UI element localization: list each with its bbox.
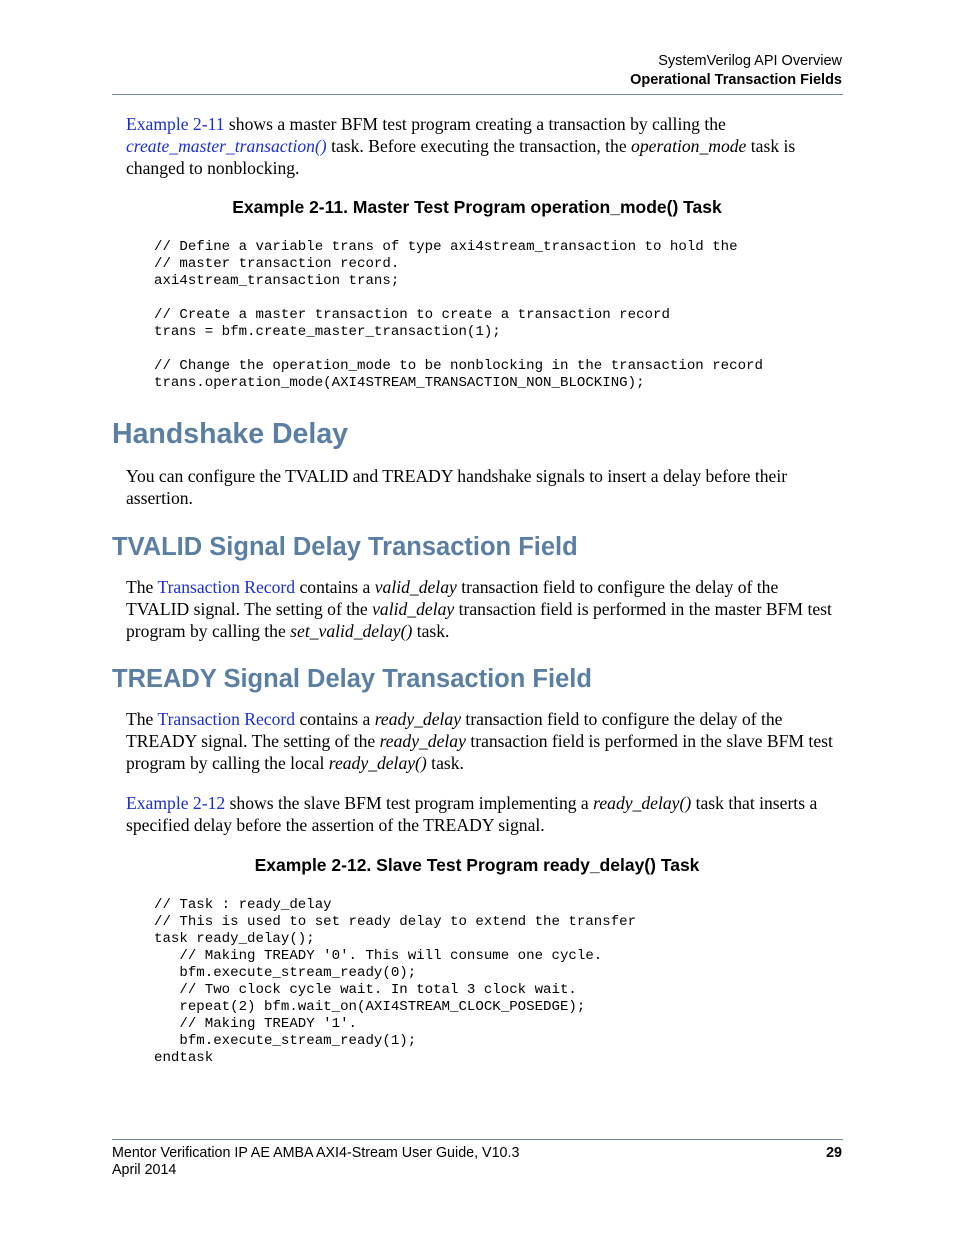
running-header <box>630 52 842 90</box>
header-rule <box>112 94 843 95</box>
example-2-12-title: Example 2-12. Slave Test Program ready_delay() Task <box>254 855 700 875</box>
footer-title: Mentor Verification IP AE AMBA AXI4-Stream User Guide, V10.3 <box>112 1145 520 1161</box>
footer-date: April 2014 <box>112 1162 177 1178</box>
tvalid-heading: TVALID Signal Delay Transaction Field <box>112 533 578 561</box>
example-2-12-paragraph: Example 2-12 shows the slave BFM test program implementing a ready_delay() task that inserts a specified delay before the assertion of the TREADY signal. <box>126 793 818 835</box>
create-master-transaction-link[interactable]: create_master_transaction() <box>126 135 327 156</box>
handshake-delay-heading: Handshake Delay <box>112 418 349 450</box>
intro-paragraph: Example 2-11 shows a master BFM test program creating a transaction by calling the create_master_transaction() task. Before executing the transaction, the operation_mode task is changed to nonblocking. <box>126 114 796 178</box>
tready-paragraph: The Transaction Record contains a ready_delay transaction field to configure the delay of the TREADY signal. The setting of the ready_delay transaction field is performed in the slave BFM test program by calling the local ready_delay() task. <box>126 709 833 773</box>
transaction-record-link[interactable]: Transaction Record <box>157 577 296 597</box>
tready-heading: TREADY Signal Delay Transaction Field <box>112 665 592 693</box>
footer <box>112 1145 519 1179</box>
header-subsection: Operational Transaction Fields <box>630 72 842 88</box>
transaction-record-link[interactable]: Transaction Record <box>157 709 296 729</box>
example-2-12-code: // Task : ready_delay // This is used to set ready delay to extend the transfer task ready_delay(); // Making TREADY '0'. This will consume one cycle. bfm.execute_stream_ready(0); // Two clock cycle wait. In total 3 clock wait. repeat(2) bfm.wait_on(AXI4STREAM_CLOCK_POSEDGE); // Making TREADY '1'. bfm.execute_stream_ready(1); endtask <box>154 897 637 1066</box>
example-2-11-code: // Define a variable trans of type axi4stream_transaction to hold the // master transaction record. axi4stream_transaction trans; // Create a master transaction to create a transaction record trans = bfm.create_master_transaction(1); // Change the operation_mode to be nonblocking in the transaction record trans.operation_mode(AXI4STREAM_TRANSACTION_NON_BLOCKING); <box>154 239 763 391</box>
header-section: SystemVerilog API Overview <box>658 53 842 69</box>
example-2-11-title: Example 2-11. Master Test Program operation_mode() Task <box>232 197 722 217</box>
example-2-11-link[interactable]: Example 2-11 <box>126 114 225 134</box>
handshake-paragraph: You can configure the TVALID and TREADY handshake signals to insert a delay before their assertion. <box>126 466 788 508</box>
footer-rule <box>112 1139 843 1140</box>
page-number: 29 <box>826 1145 842 1161</box>
example-2-12-link[interactable]: Example 2-12 <box>126 793 226 813</box>
tvalid-paragraph: The Transaction Record contains a valid_delay transaction field to configure the delay of the TVALID signal. The setting of the valid_delay transaction field is performed in the master BFM test program by calling the set_valid_delay() task. <box>126 577 832 641</box>
